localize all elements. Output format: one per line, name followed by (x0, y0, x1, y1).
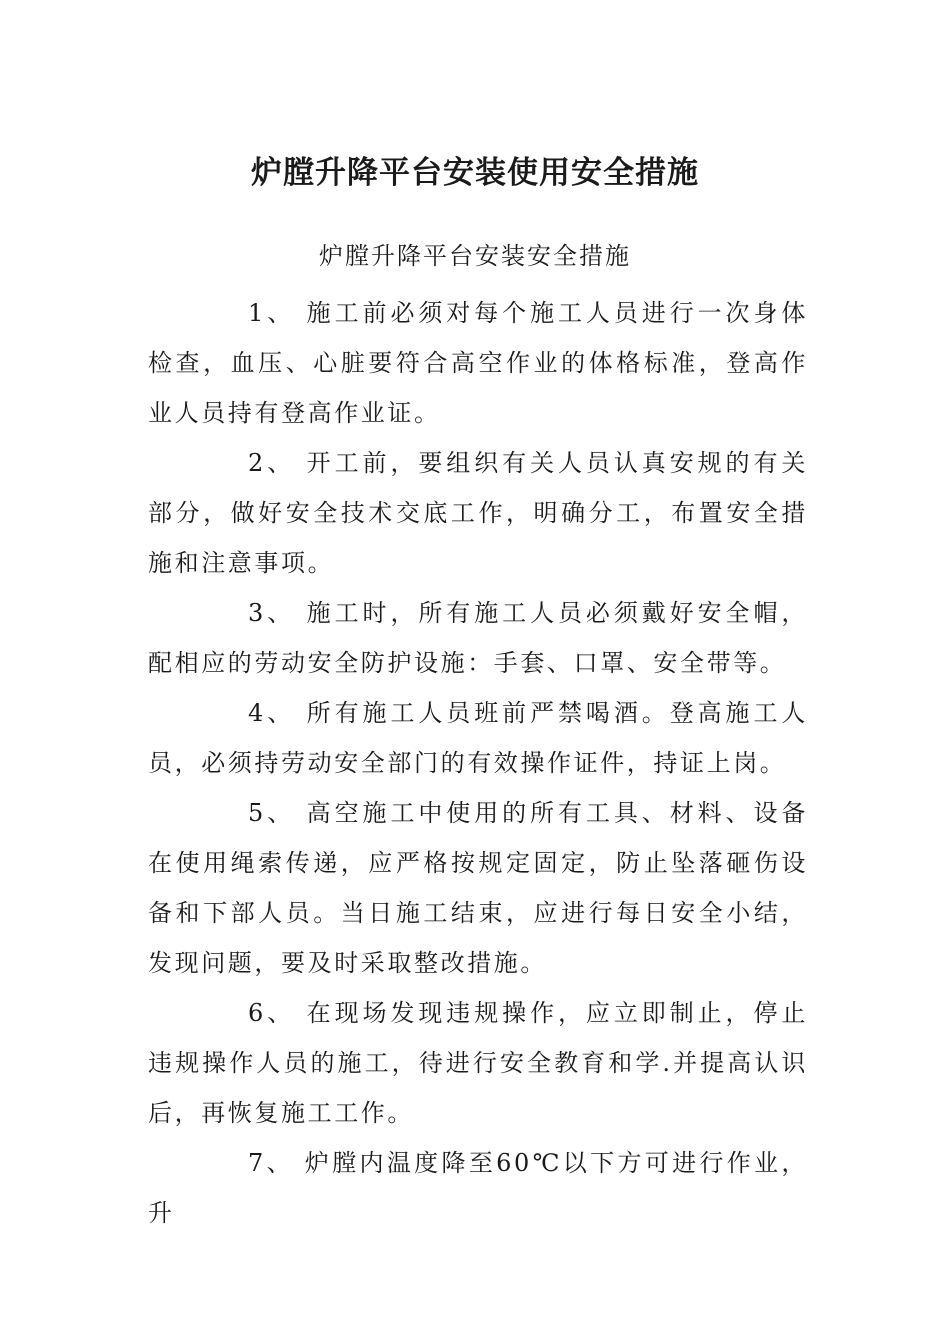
paragraph-4: 4、 所有施工人员班前严禁喝酒。登高施工人员，必须持劳动安全部门的有效操作证件，持证上岗。 (148, 699, 808, 777)
page-title: 炉膛升降平台安装使用安全措施 (251, 154, 699, 191)
paragraph-1: 1、 施工前必须对每个施工人员进行一次身体检查，血压、心脏要符合高空作业的体格标准，登高作业人员持有登高作业证。 (148, 299, 808, 427)
paragraph-7: 7、 炉膛内温度降至60℃以下方可进行作业，升 (148, 1149, 808, 1227)
paragraph-6: 6、 在现场发现违规操作，应立即制止，停止违规操作人员的施工，待进行安全教育和学.并提高认识后，再恢复施工工作。 (148, 999, 808, 1127)
paragraph-2: 2、 开工前，要组织有关人员认真安规的有关部分，做好安全技术交底工作，明确分工，布置安全措施和注意事项。 (148, 449, 808, 577)
paragraph-3: 3、 施工时，所有施工人员必须戴好安全帽，配相应的劳动安全防护设施：手套、口罩、安全带等。 (148, 599, 808, 677)
document-body (148, 288, 808, 1238)
paragraph-5: 5、 高空施工中使用的所有工具、材料、设备在使用绳索传递，应严格按规定固定，防止坠落砸伤设备和下部人员。当日施工结束，应进行每日安全小结，发现问题，要及时采取整改措施。 (148, 799, 808, 977)
section-heading: 炉膛升降平台安装安全措施 (319, 242, 631, 270)
